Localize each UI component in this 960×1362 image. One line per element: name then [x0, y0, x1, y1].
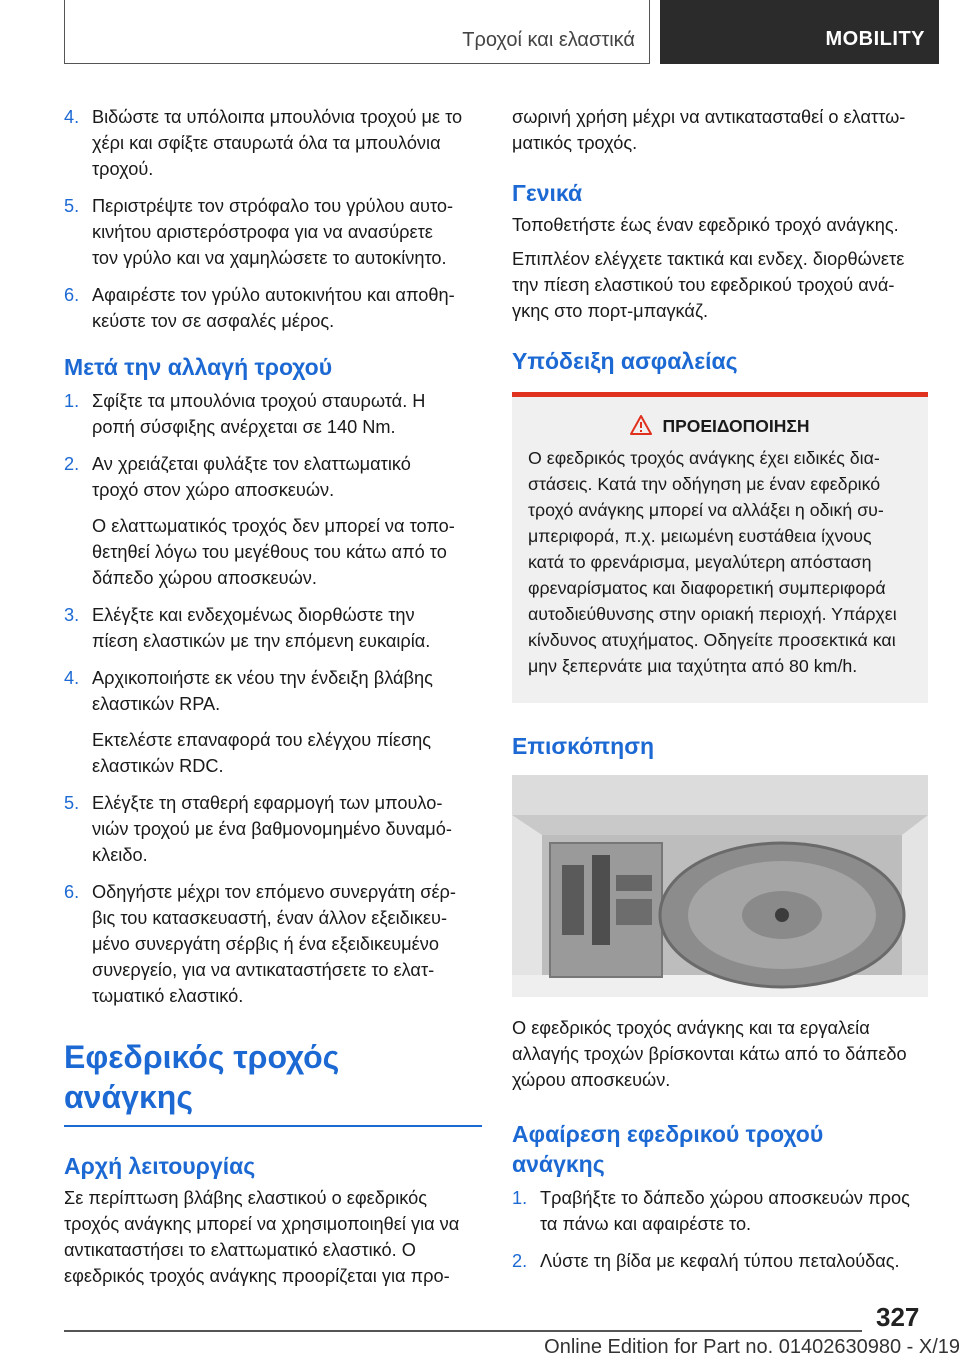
step-text-line: Τραβήξτε το δάπεδο χώρου αποσκευών προς: [540, 1188, 910, 1208]
step-text-line: Αρχικοποιήστε εκ νέου την ένδειξη βλάβης: [92, 668, 433, 688]
warning-triangle-icon: [630, 415, 652, 435]
principle-line: εφεδρικός τροχός ανάγκης προορίζεται για προ-: [64, 1265, 450, 1286]
warning-text-line: αυτοδιεύθυνσης στην οριακή περιοχή. Υπάρχει: [528, 604, 897, 624]
principle-line: τροχός ανάγκης μπορεί να χρησιμοποιηθεί για να: [64, 1213, 460, 1234]
step-number: 1.: [64, 391, 80, 411]
step-text-line: ροπή σύσφιξης ανέρχεται σε 140 Nm.: [92, 417, 396, 437]
warning-text-line: μπεριφορά, π.χ. μειωμένη ευστάθεια ίχνους: [528, 526, 872, 546]
header-section-box: [64, 0, 650, 64]
general-line: Επιπλέον ελέγχετε τακτικά και ενδεχ. διορθώνετε: [512, 249, 905, 269]
step-number: 4.: [64, 668, 80, 688]
step-number: 2.: [64, 454, 80, 474]
step-note: [92, 513, 482, 591]
step-text-line: κεύστε τον σε ασφαλές μέρος.: [92, 311, 335, 331]
removal-heading: [512, 1119, 928, 1179]
step-text-line: Λύστε τη βίδα με κεφαλή τύπου πεταλούδας.: [540, 1251, 900, 1271]
after-change-heading: Μετά την αλλαγή τροχού: [64, 354, 333, 380]
step-text-line: Οδηγήστε μέχρι τον επόμενο συνεργάτη σέρ-: [92, 882, 456, 902]
step-item: [64, 451, 482, 591]
step-text-line: Σφίξτε τα μπουλόνια τροχού σταυρωτά. Η: [92, 391, 426, 411]
left-column: [64, 104, 482, 1289]
warning-header: [528, 415, 912, 437]
caption-line: Ο εφεδρικός τροχός ανάγκης και τα εργαλεία: [512, 1018, 870, 1038]
step-item: [64, 879, 482, 1009]
step-text-line: Βιδώστε τα υπόλοιπα μπουλόνια τροχού με το: [92, 107, 463, 127]
caption-line: αλλαγής τροχών βρίσκονται κάτω από το δάπεδο: [512, 1044, 907, 1064]
step-item: [64, 602, 482, 654]
continued-line: σωρινή χρήση μέχρι να αντικατασταθεί ο ελαττω-: [512, 107, 906, 127]
general-paragraph-1: [512, 212, 928, 238]
removal-heading-line-2: ανάγκης: [512, 1151, 605, 1177]
step-item: [512, 1248, 928, 1274]
step-text-line: Ελέγξτε τη σταθερή εφαρμογή των μπουλο-: [92, 793, 443, 813]
step-text-line: Ελέγξτε και ενδεχομένως διορθώστε την: [92, 605, 415, 625]
step-note-line: Ο ελαττωματικός τροχός δεν μπορεί να τοπο-: [92, 516, 455, 536]
principle-line: αντικαταστήσει το ελαττωματικό ελαστικό. Ο: [64, 1239, 416, 1260]
step-note-line: δάπεδο χώρου αποσκευών.: [92, 568, 317, 588]
main-heading-line-2: ανάγκης: [64, 1079, 193, 1115]
step-item: [64, 388, 482, 440]
step-item: [512, 1185, 928, 1237]
general-line: γκης στο πορτ-μπαγκάζ.: [512, 301, 709, 321]
step-text-line: μένο συνεργάτη σέρβις ή ένα εξειδικευμένο: [92, 934, 439, 954]
step-text-line: πίεση ελαστικών με την επόμενη ευκαιρία.: [92, 631, 431, 651]
general-line: Τοποθετήστε έως έναν εφεδρικό τροχό ανάγκης.: [512, 215, 899, 235]
step-text-line: τροχό στον χώρο αποσκευών.: [92, 480, 335, 500]
edition-footer: Online Edition for Part no. 01402630980 - X/19: [544, 1336, 960, 1358]
caption-line: χώρου αποσκευών.: [512, 1070, 671, 1090]
warning-title: ΠΡΟΕΙΔΟΠΟΙΗΣΗ: [662, 416, 810, 436]
principle-line: Σε περίπτωση βλάβης ελαστικού ο εφεδρικός: [64, 1187, 428, 1208]
removal-heading-line-1: Αφαίρεση εφεδρικού τροχού: [512, 1121, 824, 1147]
step-item: [64, 104, 482, 182]
page-number: 327: [876, 1302, 920, 1332]
step-text-line: κλειδο.: [92, 845, 148, 865]
steps-list-after-change: [64, 388, 482, 1009]
step-text-line: Περιστρέψτε τον στρόφαλο του γρύλου αυτο-: [92, 196, 454, 216]
main-heading: [64, 1037, 482, 1117]
step-item: [64, 665, 482, 779]
step-text-line: κινήτου αριστερόστροφα για να ανασύρετε: [92, 222, 433, 242]
step-note-line: ελαστικών RDC.: [92, 756, 224, 776]
chapter-tab-label: MOBILITY: [825, 28, 925, 50]
warning-text-line: κίνδυνος ατυχήματος. Οδηγείτε προσεκτικά και: [528, 630, 896, 650]
step-text-line: τροχού.: [92, 159, 154, 179]
general-paragraph-2: [512, 246, 928, 324]
warning-text: [528, 445, 912, 679]
right-column: [512, 104, 928, 1285]
general-line: την πίεση ελαστικού του εφεδρικού τροχού ανά-: [512, 275, 895, 295]
removal-steps-list: [512, 1185, 928, 1274]
step-item: [64, 790, 482, 868]
step-number: 6.: [64, 285, 80, 305]
step-note-line: Εκτελέστε επαναφορά του ελέγχου πίεσης: [92, 730, 432, 750]
step-number: 5.: [64, 793, 80, 813]
step-number: 4.: [64, 107, 80, 127]
warning-text-line: φρεναρίσματος και διαφορετική συμπεριφορά: [528, 578, 886, 598]
header-chapter-tab: [660, 0, 939, 64]
section-title: Τροχοί και ελαστικά: [462, 29, 635, 51]
principle-paragraph: [64, 1185, 482, 1289]
step-text-line: βις του κατασκευαστή, έναν άλλον εξειδικευ-: [92, 908, 448, 928]
step-number: 6.: [64, 882, 80, 902]
warning-text-line: στάσεις. Κατά την οδήγηση με έναν εφεδρικό: [528, 474, 881, 494]
spare-wheel-photo: [512, 775, 928, 997]
step-text-line: συνεργείο, για να αντικαταστήσετε το ελατ-: [92, 960, 435, 980]
steps-list-continued: [64, 104, 482, 334]
step-text-line: Αν χρειάζεται φυλάξτε τον ελαττωματικό: [92, 454, 411, 474]
footer-rule: [64, 1330, 862, 1332]
step-number: 3.: [64, 605, 80, 625]
main-heading-rule: [64, 1125, 482, 1127]
step-item: [64, 282, 482, 334]
warning-text-line: κατά το φρενάρισμα, μεγαλύτερη απόσταση: [528, 552, 872, 572]
step-text-line: ελαστικών RPA.: [92, 694, 221, 714]
step-number: 2.: [512, 1251, 528, 1271]
step-number: 5.: [64, 196, 80, 216]
warning-text-line: μην ξεπερνάτε μια ταχύτητα από 80 km/h.: [528, 656, 858, 676]
overview-heading: Επισκόπηση: [512, 733, 654, 759]
step-text-line: χέρι και σφίξτε σταυρωτά όλα τα μπουλόνια: [92, 133, 441, 153]
step-text-line: τον γρύλο και να χαμηλώσετε το αυτοκίνητο.: [92, 248, 447, 268]
continued-line: ματικός τροχός.: [512, 133, 638, 153]
warning-text-line: τροχό ανάγκης μπορεί να αλλάξει η οδική συ-: [528, 500, 884, 520]
warning-text-line: Ο εφεδρικός τροχός ανάγκης έχει ειδικές δια-: [528, 448, 880, 468]
step-number: 1.: [512, 1188, 528, 1208]
step-text-line: Αφαιρέστε τον γρύλο αυτοκινήτου και αποθη-: [92, 285, 455, 305]
step-item: [64, 193, 482, 271]
step-text-line: τωματικό ελαστικό.: [92, 986, 244, 1006]
warning-box: [512, 392, 928, 703]
step-text-line: νιών τροχού με ένα βαθμονομημένο δυναμό-: [92, 819, 452, 839]
safety-heading: Υπόδειξη ασφαλείας: [512, 348, 738, 374]
continued-paragraph: [512, 104, 928, 156]
step-text-line: τα πάνω και αφαιρέστε το.: [540, 1214, 752, 1234]
step-note-line: θετηθεί λόγω του μεγέθους του κάτω από το: [92, 542, 447, 562]
step-note: [92, 727, 482, 779]
overview-caption: [512, 1015, 928, 1093]
general-heading: Γενικά: [512, 180, 583, 206]
main-heading-line-1: Εφεδρικός τροχός: [64, 1039, 340, 1075]
principle-heading: Αρχή λειτουργίας: [64, 1152, 256, 1179]
